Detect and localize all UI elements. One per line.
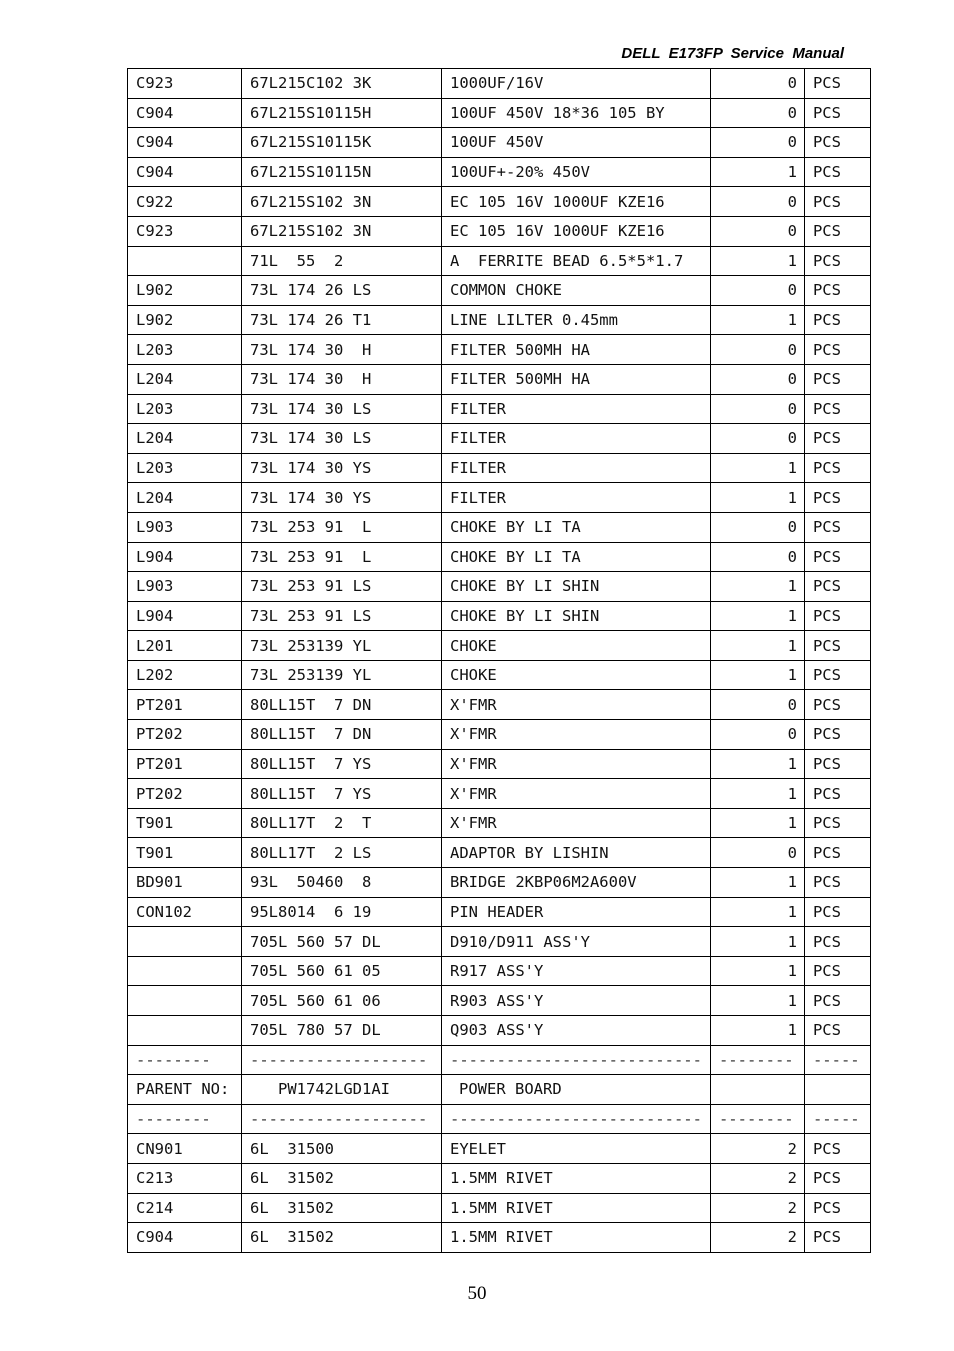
quantity-cell: 0 <box>710 187 804 217</box>
description-cell: CHOKE <box>442 660 711 690</box>
reference-cell: L204 <box>128 483 242 513</box>
description-cell: R917 ASS'Y <box>442 956 711 986</box>
reference-cell: BD901 <box>128 868 242 898</box>
reference-cell: T901 <box>128 838 242 868</box>
reference-cell: L201 <box>128 631 242 661</box>
reference-cell: PT202 <box>128 779 242 809</box>
description-cell: X'FMR <box>442 779 711 809</box>
description-cell: X'FMR <box>442 690 711 720</box>
quantity-cell: 1 <box>710 572 804 602</box>
part-number-cell: 705L 560 61 06 <box>242 986 442 1016</box>
reference-cell: L902 <box>128 305 242 335</box>
unit-cell: PCS <box>804 512 870 542</box>
description-cell: FILTER <box>442 424 711 454</box>
quantity-cell: 0 <box>710 512 804 542</box>
part-number-cell: 80LL15T 7 YS <box>242 779 442 809</box>
table-row <box>128 216 871 246</box>
unit-cell: PCS <box>804 1134 870 1164</box>
unit-cell: PCS <box>804 660 870 690</box>
table-row <box>128 838 871 868</box>
empty-cell <box>710 1075 804 1105</box>
part-number-cell: 67L215S102 3N <box>242 187 442 217</box>
part-number-cell: 80LL15T 7 YS <box>242 749 442 779</box>
part-number-cell: 93L 50460 8 <box>242 868 442 898</box>
unit-cell: PCS <box>804 394 870 424</box>
reference-cell: L203 <box>128 394 242 424</box>
table-row <box>128 424 871 454</box>
part-number-cell: 95L8014 6 19 <box>242 897 442 927</box>
empty-cell <box>804 1075 870 1105</box>
parts-list-table <box>127 68 871 1253</box>
quantity-cell: 0 <box>710 542 804 572</box>
description-cell: EC 105 16V 1000UF KZE16 <box>442 216 711 246</box>
part-number-cell: 80LL15T 7 DN <box>242 720 442 750</box>
table-row <box>128 1193 871 1223</box>
table-row <box>128 631 871 661</box>
table-row <box>128 1134 871 1164</box>
unit-cell: PCS <box>804 808 870 838</box>
quantity-cell: 1 <box>710 749 804 779</box>
reference-cell: PT201 <box>128 749 242 779</box>
description-cell: ADAPTOR BY LISHIN <box>442 838 711 868</box>
quantity-cell: 1 <box>710 779 804 809</box>
reference-cell: CN901 <box>128 1134 242 1164</box>
unit-cell: PCS <box>804 276 870 306</box>
parts-list-body <box>128 69 871 1253</box>
table-row <box>128 660 871 690</box>
reference-cell: C923 <box>128 69 242 99</box>
separator-cell: ------------------- <box>242 1045 442 1075</box>
unit-cell: PCS <box>804 572 870 602</box>
separator-cell: -------- <box>128 1104 242 1134</box>
unit-cell: PCS <box>804 1016 870 1046</box>
table-row <box>128 868 871 898</box>
unit-cell: PCS <box>804 542 870 572</box>
part-number-cell: 6L 31500 <box>242 1134 442 1164</box>
unit-cell: PCS <box>804 927 870 957</box>
description-cell: 100UF 450V <box>442 128 711 158</box>
table-row <box>128 453 871 483</box>
part-number-cell: 73L 174 30 LS <box>242 424 442 454</box>
quantity-cell: 1 <box>710 305 804 335</box>
unit-cell: PCS <box>804 749 870 779</box>
reference-cell: C904 <box>128 128 242 158</box>
separator-cell: ----- <box>804 1045 870 1075</box>
unit-cell: PCS <box>804 690 870 720</box>
reference-cell: C904 <box>128 157 242 187</box>
description-cell: R903 ASS'Y <box>442 986 711 1016</box>
part-number-cell: 6L 31502 <box>242 1193 442 1223</box>
part-number-cell: 80LL17T 2 LS <box>242 838 442 868</box>
quantity-cell: 1 <box>710 631 804 661</box>
description-cell: A FERRITE BEAD 6.5*5*1.7 <box>442 246 711 276</box>
quantity-cell: 1 <box>710 246 804 276</box>
part-number-cell: 80LL17T 2 T <box>242 808 442 838</box>
description-cell: FILTER <box>442 453 711 483</box>
page-number: 50 <box>467 1283 487 1304</box>
parent-label-cell: PARENT NO: <box>128 1075 242 1105</box>
description-cell: X'FMR <box>442 749 711 779</box>
quantity-cell: 0 <box>710 720 804 750</box>
table-row <box>128 897 871 927</box>
reference-cell: C904 <box>128 1223 242 1253</box>
unit-cell: PCS <box>804 601 870 631</box>
table-row <box>128 986 871 1016</box>
reference-cell: C922 <box>128 187 242 217</box>
description-cell: FILTER 500MH HA <box>442 364 711 394</box>
quantity-cell: 0 <box>710 690 804 720</box>
quantity-cell: 0 <box>710 335 804 365</box>
unit-cell: PCS <box>804 424 870 454</box>
unit-cell: PCS <box>804 305 870 335</box>
table-row <box>128 246 871 276</box>
table-row <box>128 808 871 838</box>
separator-row <box>128 1104 871 1134</box>
part-number-cell: 67L215S102 3N <box>242 216 442 246</box>
unit-cell: PCS <box>804 1163 870 1193</box>
reference-cell: C923 <box>128 216 242 246</box>
reference-cell: L904 <box>128 542 242 572</box>
description-cell: BRIDGE 2KBP06M2A600V <box>442 868 711 898</box>
description-cell: FILTER <box>442 394 711 424</box>
table-row <box>128 305 871 335</box>
table-row <box>128 335 871 365</box>
table-row <box>128 572 871 602</box>
reference-cell: L204 <box>128 364 242 394</box>
reference-cell <box>128 927 242 957</box>
table-row <box>128 1163 871 1193</box>
description-cell: FILTER <box>442 483 711 513</box>
quantity-cell: 1 <box>710 956 804 986</box>
part-number-cell: 67L215C102 3K <box>242 69 442 99</box>
description-cell: 1.5MM RIVET <box>442 1163 711 1193</box>
table-row <box>128 956 871 986</box>
table-row <box>128 1223 871 1253</box>
quantity-cell: 0 <box>710 364 804 394</box>
table-row <box>128 749 871 779</box>
quantity-cell: 1 <box>710 897 804 927</box>
part-number-cell: 6L 31502 <box>242 1163 442 1193</box>
unit-cell: PCS <box>804 216 870 246</box>
separator-cell: -------- <box>710 1104 804 1134</box>
quantity-cell: 0 <box>710 69 804 99</box>
table-row <box>128 542 871 572</box>
description-cell: LINE LILTER 0.45mm <box>442 305 711 335</box>
description-cell: X'FMR <box>442 808 711 838</box>
reference-cell: PT201 <box>128 690 242 720</box>
reference-cell: L903 <box>128 572 242 602</box>
reference-cell: PT202 <box>128 720 242 750</box>
description-cell: X'FMR <box>442 720 711 750</box>
quantity-cell: 0 <box>710 394 804 424</box>
part-number-cell: 67L215S10115H <box>242 98 442 128</box>
table-row <box>128 364 871 394</box>
description-cell: EYELET <box>442 1134 711 1164</box>
parent-description-cell: POWER BOARD <box>442 1075 711 1105</box>
description-cell: 100UF 450V 18*36 105 BY <box>442 98 711 128</box>
part-number-cell: 73L 253 91 LS <box>242 601 442 631</box>
unit-cell: PCS <box>804 157 870 187</box>
part-number-cell: 73L 174 26 LS <box>242 276 442 306</box>
description-cell: CHOKE BY LI TA <box>442 512 711 542</box>
part-number-cell: 73L 253 91 L <box>242 512 442 542</box>
description-cell: CHOKE BY LI SHIN <box>442 572 711 602</box>
part-number-cell: 73L 174 30 LS <box>242 394 442 424</box>
quantity-cell: 0 <box>710 424 804 454</box>
separator-cell: ----- <box>804 1104 870 1134</box>
unit-cell: PCS <box>804 1223 870 1253</box>
reference-cell: CON102 <box>128 897 242 927</box>
part-number-cell: 73L 253139 YL <box>242 660 442 690</box>
part-number-cell: 73L 253 91 LS <box>242 572 442 602</box>
parent-row <box>128 1075 871 1105</box>
unit-cell: PCS <box>804 69 870 99</box>
reference-cell: L204 <box>128 424 242 454</box>
separator-cell: --------------------------- <box>442 1104 711 1134</box>
quantity-cell: 1 <box>710 1016 804 1046</box>
description-cell: 1.5MM RIVET <box>442 1193 711 1223</box>
unit-cell: PCS <box>804 986 870 1016</box>
part-number-cell: 6L 31502 <box>242 1223 442 1253</box>
table-row <box>128 187 871 217</box>
unit-cell: PCS <box>804 868 870 898</box>
reference-cell <box>128 986 242 1016</box>
unit-cell: PCS <box>804 720 870 750</box>
parent-part-number-cell: PW1742LGD1AI <box>242 1075 442 1105</box>
reference-cell <box>128 1016 242 1046</box>
unit-cell: PCS <box>804 631 870 661</box>
table-row <box>128 276 871 306</box>
part-number-cell: 73L 253 91 L <box>242 542 442 572</box>
description-cell: 100UF+-20% 450V <box>442 157 711 187</box>
quantity-cell: 1 <box>710 660 804 690</box>
table-row <box>128 927 871 957</box>
quantity-cell: 0 <box>710 216 804 246</box>
quantity-cell: 1 <box>710 986 804 1016</box>
unit-cell: PCS <box>804 246 870 276</box>
unit-cell: PCS <box>804 838 870 868</box>
reference-cell <box>128 246 242 276</box>
quantity-cell: 1 <box>710 601 804 631</box>
table-row <box>128 128 871 158</box>
unit-cell: PCS <box>804 98 870 128</box>
description-cell: COMMON CHOKE <box>442 276 711 306</box>
unit-cell: PCS <box>804 779 870 809</box>
part-number-cell: 705L 560 57 DL <box>242 927 442 957</box>
reference-cell: L902 <box>128 276 242 306</box>
quantity-cell: 1 <box>710 157 804 187</box>
quantity-cell: 2 <box>710 1223 804 1253</box>
table-row <box>128 690 871 720</box>
part-number-cell: 80LL15T 7 DN <box>242 690 442 720</box>
description-cell: CHOKE BY LI TA <box>442 542 711 572</box>
table-row <box>128 483 871 513</box>
quantity-cell: 1 <box>710 453 804 483</box>
reference-cell: L202 <box>128 660 242 690</box>
part-number-cell: 73L 174 30 YS <box>242 483 442 513</box>
description-cell: CHOKE BY LI SHIN <box>442 601 711 631</box>
quantity-cell: 0 <box>710 838 804 868</box>
description-cell: 1.5MM RIVET <box>442 1223 711 1253</box>
separator-row <box>128 1045 871 1075</box>
description-cell: Q903 ASS'Y <box>442 1016 711 1046</box>
description-cell: EC 105 16V 1000UF KZE16 <box>442 187 711 217</box>
quantity-cell: 1 <box>710 927 804 957</box>
part-number-cell: 67L215S10115N <box>242 157 442 187</box>
separator-cell: -------- <box>128 1045 242 1075</box>
unit-cell: PCS <box>804 187 870 217</box>
reference-cell: C904 <box>128 98 242 128</box>
quantity-cell: 1 <box>710 808 804 838</box>
description-cell: CHOKE <box>442 631 711 661</box>
table-row <box>128 720 871 750</box>
part-number-cell: 705L 780 57 DL <box>242 1016 442 1046</box>
part-number-cell: 73L 174 30 YS <box>242 453 442 483</box>
unit-cell: PCS <box>804 897 870 927</box>
description-cell: PIN HEADER <box>442 897 711 927</box>
description-cell: FILTER 500MH HA <box>442 335 711 365</box>
reference-cell: L904 <box>128 601 242 631</box>
table-row <box>128 394 871 424</box>
unit-cell: PCS <box>804 1193 870 1223</box>
table-row <box>128 601 871 631</box>
part-number-cell: 73L 174 30 H <box>242 335 442 365</box>
part-number-cell: 73L 174 26 T1 <box>242 305 442 335</box>
separator-cell: --------------------------- <box>442 1045 711 1075</box>
quantity-cell: 2 <box>710 1193 804 1223</box>
reference-cell: C214 <box>128 1193 242 1223</box>
quantity-cell: 2 <box>710 1163 804 1193</box>
unit-cell: PCS <box>804 128 870 158</box>
unit-cell: PCS <box>804 453 870 483</box>
reference-cell: C213 <box>128 1163 242 1193</box>
reference-cell: L203 <box>128 335 242 365</box>
table-row <box>128 69 871 99</box>
description-cell: 1000UF/16V <box>442 69 711 99</box>
part-number-cell: 73L 253139 YL <box>242 631 442 661</box>
quantity-cell: 0 <box>710 98 804 128</box>
unit-cell: PCS <box>804 956 870 986</box>
unit-cell: PCS <box>804 335 870 365</box>
reference-cell: L203 <box>128 453 242 483</box>
part-number-cell: 705L 560 61 05 <box>242 956 442 986</box>
part-number-cell: 71L 55 2 <box>242 246 442 276</box>
quantity-cell: 2 <box>710 1134 804 1164</box>
table-row <box>128 98 871 128</box>
table-row <box>128 1016 871 1046</box>
separator-cell: ------------------- <box>242 1104 442 1134</box>
unit-cell: PCS <box>804 364 870 394</box>
quantity-cell: 1 <box>710 483 804 513</box>
document-header: DELL E173FP Service Manual <box>621 45 844 62</box>
description-cell: D910/D911 ASS'Y <box>442 927 711 957</box>
reference-cell: L903 <box>128 512 242 542</box>
unit-cell: PCS <box>804 483 870 513</box>
part-number-cell: 67L215S10115K <box>242 128 442 158</box>
part-number-cell: 73L 174 30 H <box>242 364 442 394</box>
reference-cell: T901 <box>128 808 242 838</box>
table-row <box>128 512 871 542</box>
table-row <box>128 157 871 187</box>
table-row <box>128 779 871 809</box>
quantity-cell: 0 <box>710 128 804 158</box>
quantity-cell: 0 <box>710 276 804 306</box>
quantity-cell: 1 <box>710 868 804 898</box>
separator-cell: -------- <box>710 1045 804 1075</box>
reference-cell <box>128 956 242 986</box>
